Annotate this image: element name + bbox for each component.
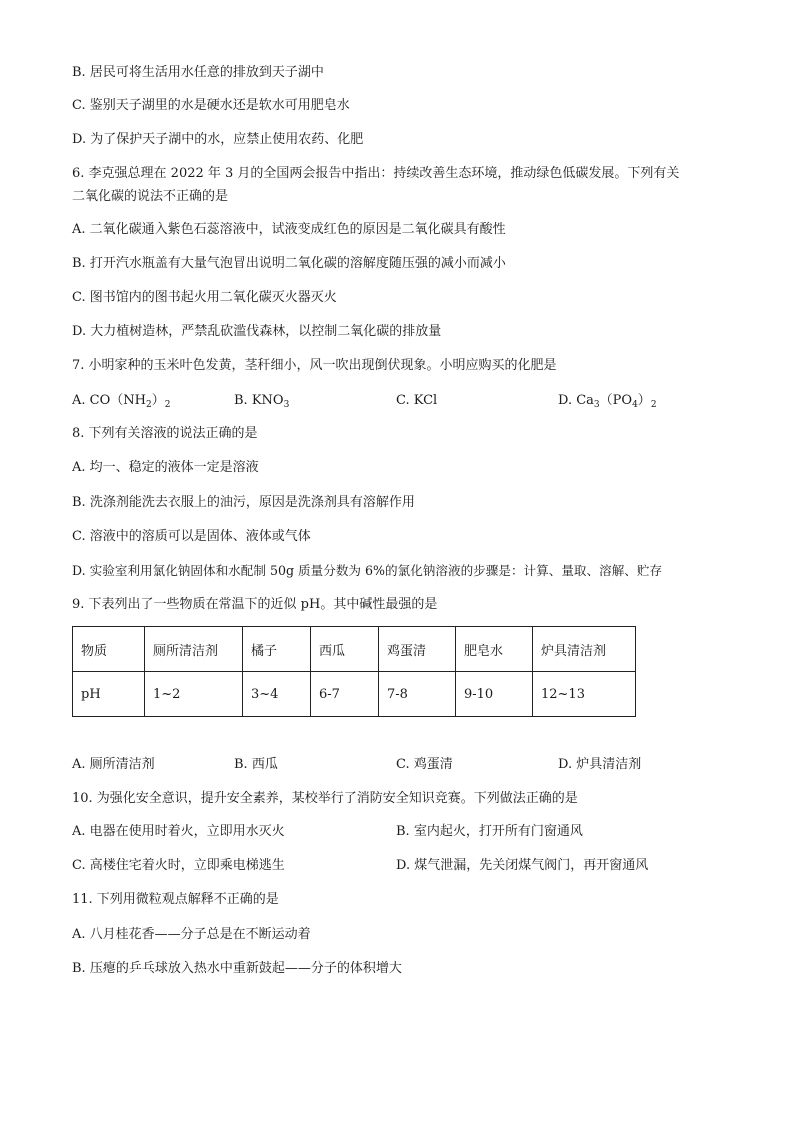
- q10-stem: 10. 为强化安全意识，提升安全素养，某校举行了消防安全知识竞赛。下列做法正确的是: [72, 791, 578, 806]
- q10-option-b: B. 室内起火，打开所有门窗通风: [396, 824, 583, 839]
- table-header-cell: 肥皂水: [456, 627, 533, 672]
- q8-option-b: B. 洗涤剂能洗去衣服上的油污，原因是洗涤剂具有溶解作用: [72, 495, 415, 510]
- q5-option-b: B. 居民可将生活用水任意的排放到天子湖中: [72, 65, 324, 80]
- q6-option-b: B. 打开汽水瓶盖有大量气泡冒出说明二氧化碳的溶解度随压强的减小而减小: [72, 256, 506, 271]
- q5-option-d: D. 为了保护天子湖中的水，应禁止使用农药、化肥: [72, 132, 364, 147]
- table-cell: 1~2: [145, 672, 243, 717]
- q9-option-b: B. 西瓜: [234, 757, 278, 772]
- q6-option-c: C. 图书馆内的图书起火用二氧化碳灭火器灭火: [72, 290, 337, 305]
- q8-option-d: D. 实验室利用氯化钠固体和水配制 50g 质量分数为 6%的氯化钠溶液的步骤是：计算、量取、溶解、贮存: [72, 563, 663, 578]
- q9-option-d: D. 炉具清洁剂: [558, 757, 642, 772]
- q7-stem: 7. 小明家种的玉米叶色发黄，茎秆细小，风一吹出现倒伏现象。小明应购买的化肥是: [72, 358, 557, 373]
- q10-option-c: C. 高楼住宅着火时，立即乘电梯逃生: [72, 858, 285, 873]
- q7-option-b: B. $KNO_3$: [234, 393, 290, 410]
- q10-option-d: D. 煤气泄漏，先关闭煤气阀门，再开窗通风: [396, 858, 649, 873]
- table-header-cell: 炉具清洁剂: [533, 627, 636, 672]
- table-row: [73, 627, 636, 672]
- q8-option-c: C. 溶液中的溶质可以是固体、液体或气体: [72, 529, 311, 544]
- table-cell: 7-8: [379, 672, 456, 717]
- q10-option-a: A. 电器在使用时着火，立即用水灭火: [72, 824, 285, 839]
- q6-option-a: A. 二氧化碳通入紫色石蕊溶液中，试液变成红色的原因是二氧化碳具有酸性: [72, 222, 506, 237]
- table-header-cell: 物质: [73, 627, 145, 672]
- q8-stem: 8. 下列有关溶液的说法正确的是: [72, 426, 258, 441]
- q9-stem: 9. 下表列出了一些物质在常温下的近似 pH。其中碱性最强的是: [72, 597, 438, 612]
- table-cell: 9-10: [456, 672, 533, 717]
- q7-option-d: D. $Ca_3(PO_4)_2$: [558, 393, 657, 410]
- table-cell: pH: [73, 672, 145, 717]
- q11-stem: 11. 下列用微粒观点解释不正确的是: [72, 892, 279, 907]
- q5-option-c: C. 鉴别天子湖里的水是硬水还是软水可用肥皂水: [72, 98, 350, 113]
- q11-option-a: A. 八月桂花香——分子总是在不断运动着: [72, 927, 311, 942]
- table-row: [73, 672, 636, 717]
- q6-stem-line2: 二氧化碳的说法不正确的是: [72, 189, 229, 204]
- table-cell: 12~13: [533, 672, 636, 717]
- q9-option-a: A. 厕所清洁剂: [72, 757, 155, 772]
- table-header-cell: 厕所清洁剂: [145, 627, 243, 672]
- q11-option-b: B. 压瘪的乒乓球放入热水中重新鼓起——分子的体积增大: [72, 961, 402, 976]
- q8-option-a: A. 均一、稳定的液体一定是溶液: [72, 460, 259, 475]
- ph-table: [72, 626, 636, 717]
- table-header-cell: 鸡蛋清: [379, 627, 456, 672]
- q7-option-c: C. KCl: [396, 393, 438, 408]
- table-cell: 3~4: [243, 672, 311, 717]
- table-header-cell: 橘子: [243, 627, 311, 672]
- table-cell: 6-7: [311, 672, 379, 717]
- table-header-cell: 西瓜: [311, 627, 379, 672]
- q6-option-d: D. 大力植树造林，严禁乱砍滥伐森林，以控制二氧化碳的排放量: [72, 324, 442, 339]
- q9-option-c: C. 鸡蛋清: [396, 757, 453, 772]
- q7-option-a: A. $CO(NH_2)_2$: [72, 393, 171, 410]
- q6-stem-line1: 6. 李克强总理在 2022 年 3 月的全国两会报告中指出：持续改善生态环境，推动绿色低碳发展。下列有关: [72, 166, 680, 181]
